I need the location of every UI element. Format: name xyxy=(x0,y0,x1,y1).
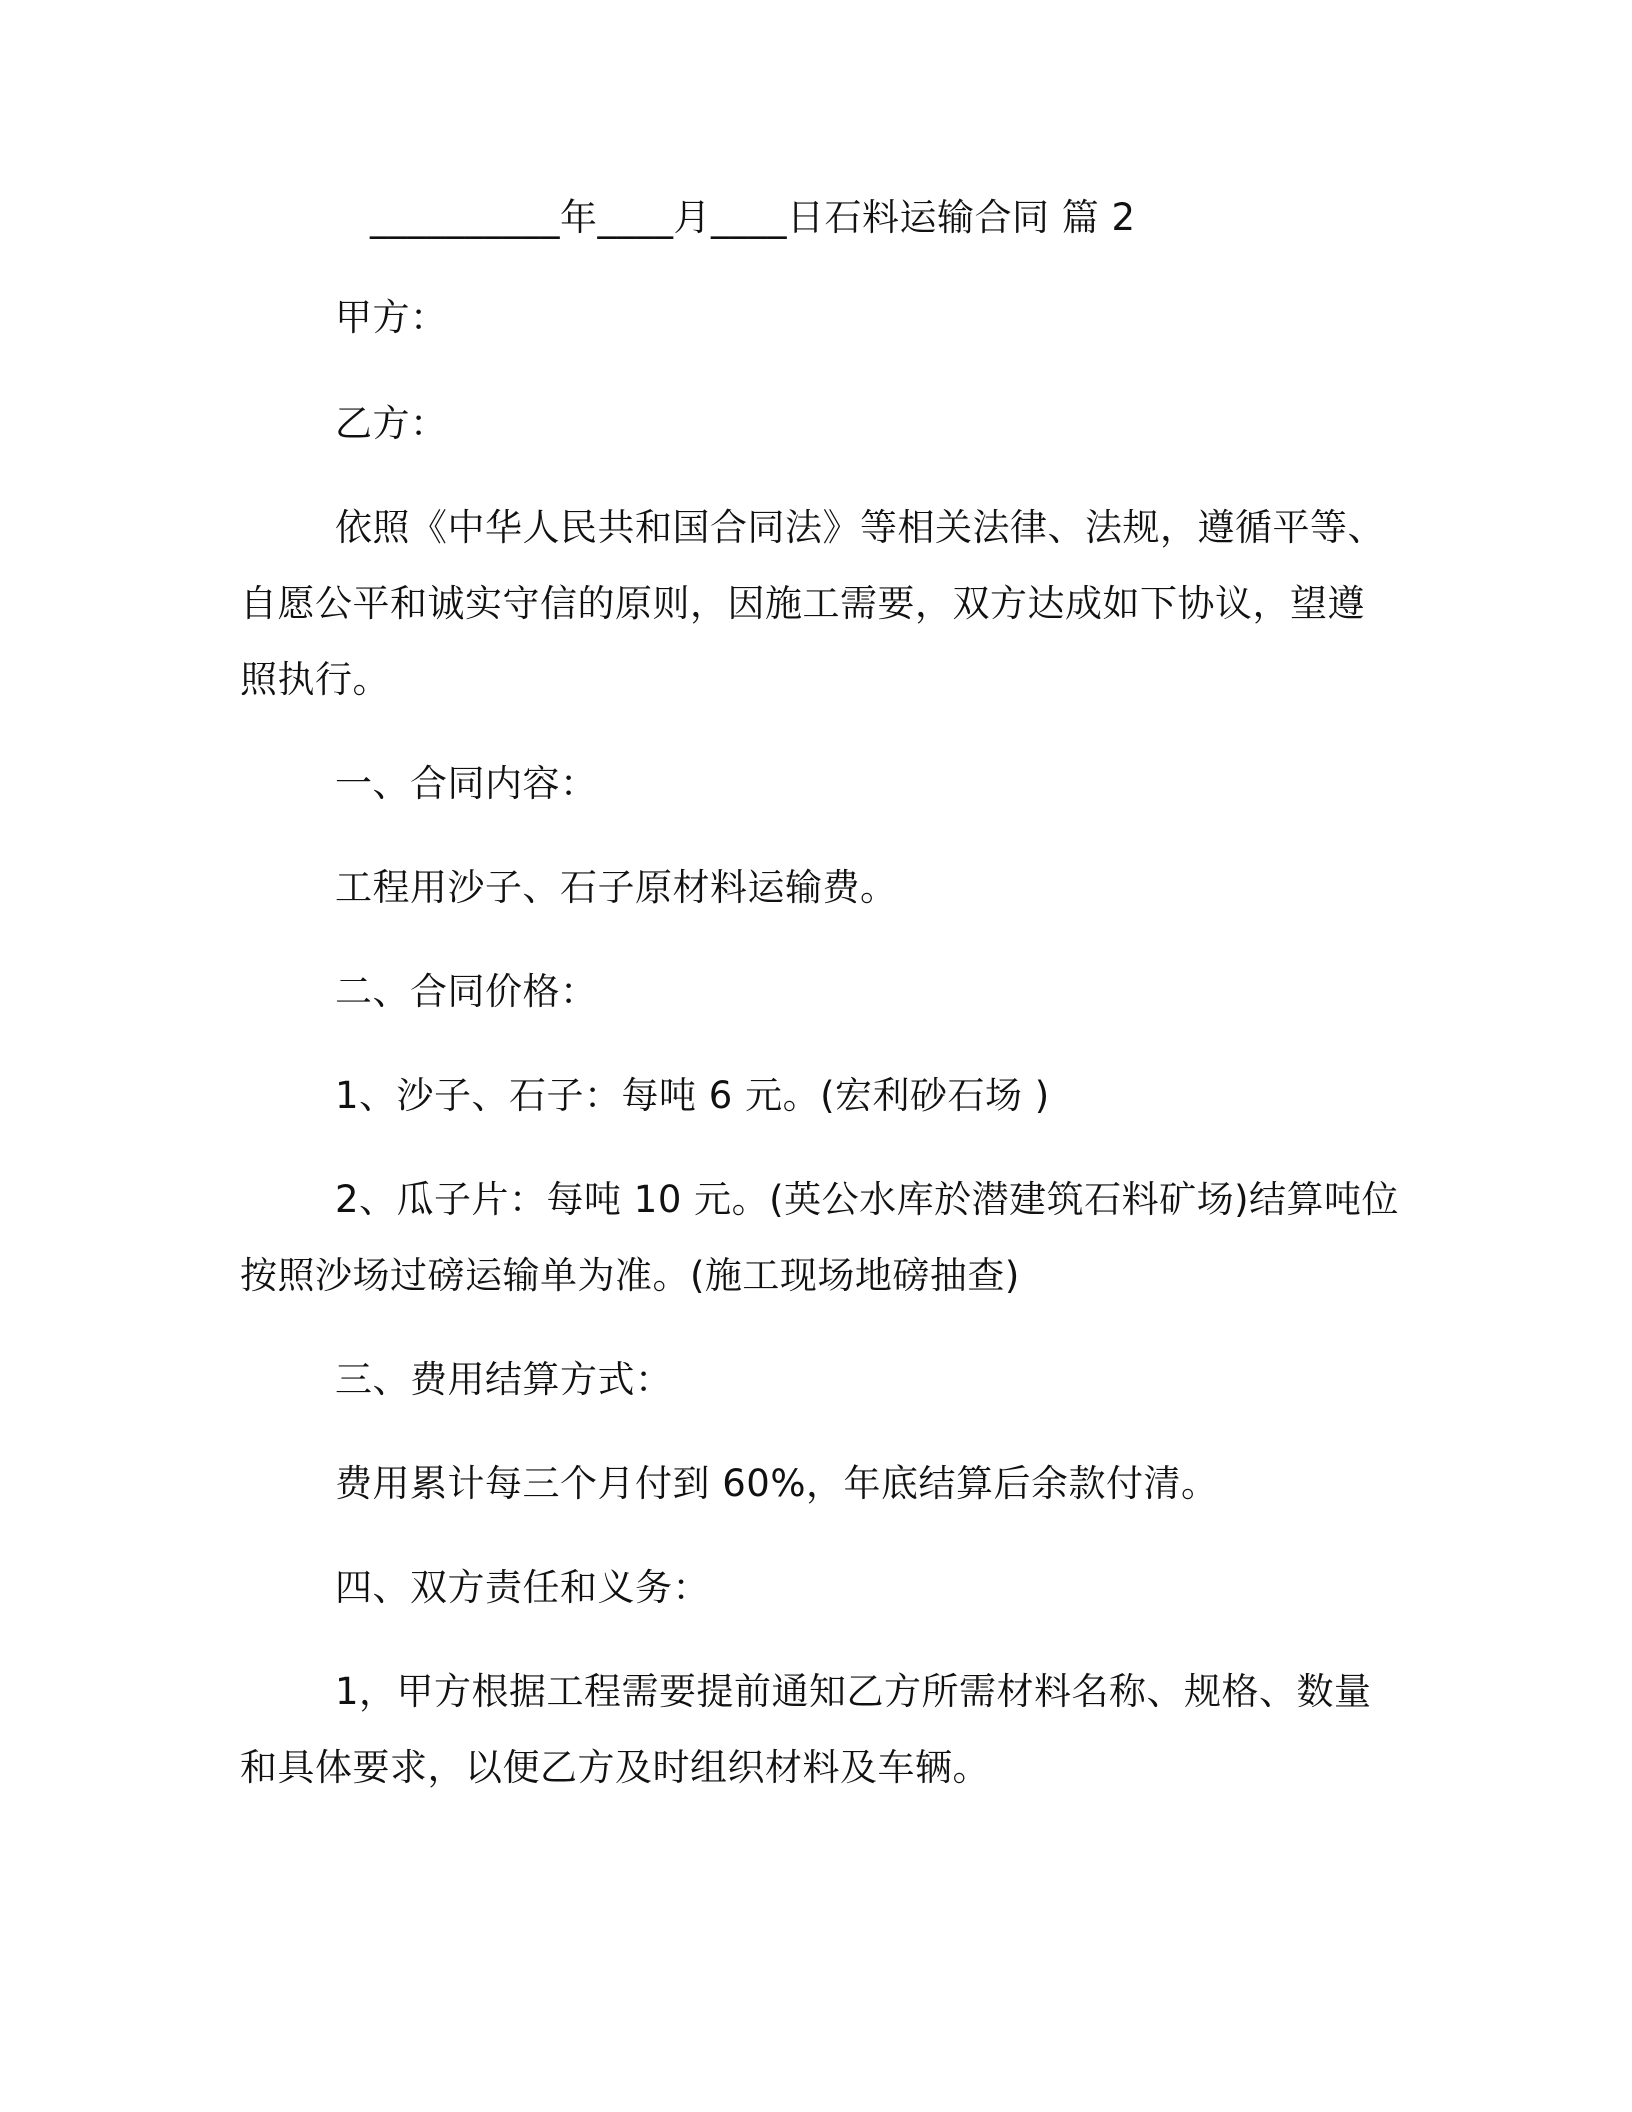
section-2-heading: 二、合同价格： xyxy=(335,970,598,1013)
section-4-item-1-line-1: 1，甲方根据工程需要提前通知乙方所需材料名称、规格、数量 xyxy=(335,1670,1372,1713)
document-title: __________年____月____日石料运输合同 篇 2 xyxy=(370,196,1136,239)
party-a-label: 甲方： xyxy=(335,296,448,339)
section-4-item-1-line-2: 和具体要求，以便乙方及时组织材料及车辆。 xyxy=(240,1746,990,1789)
section-1-heading: 一、合同内容： xyxy=(335,762,598,805)
intro-line-3: 照执行。 xyxy=(240,658,390,701)
section-2-item-2-line-2: 按照沙场过磅运输单为准。(施工现场地磅抽查) xyxy=(240,1254,1020,1297)
party-b-label: 乙方： xyxy=(335,402,448,445)
intro-line-2: 自愿公平和诚实守信的原则，因施工需要，双方达成如下协议，望遵 xyxy=(240,582,1365,625)
section-1-text: 工程用沙子、石子原材料运输费。 xyxy=(335,866,898,909)
section-4-heading: 四、双方责任和义务： xyxy=(335,1566,710,1609)
section-2-item-2-line-1: 2、瓜子片：每吨 10 元。(英公水库於潜建筑石料矿场)结算吨位 xyxy=(335,1178,1400,1221)
section-3-heading: 三、费用结算方式： xyxy=(335,1358,673,1401)
section-2-item-1: 1、沙子、石子：每吨 6 元。(宏利砂石场 ) xyxy=(335,1074,1050,1117)
section-3-text: 费用累计每三个月付到 60%，年底结算后余款付清。 xyxy=(335,1462,1219,1505)
intro-line-1: 依照《中华人民共和国合同法》等相关法律、法规，遵循平等、 xyxy=(335,506,1385,549)
